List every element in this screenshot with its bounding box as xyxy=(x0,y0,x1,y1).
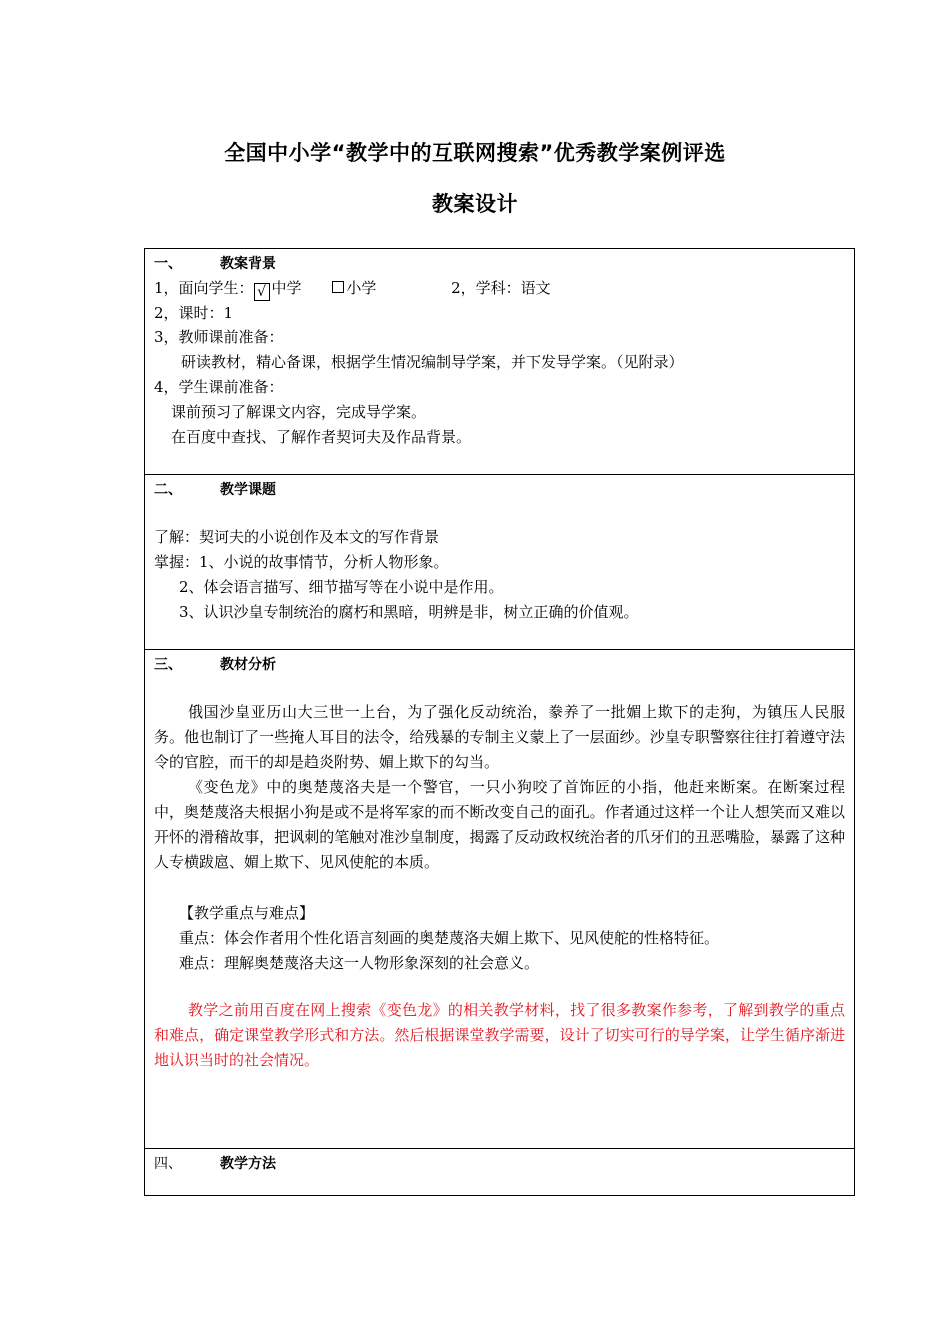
subject-label: 2，学科：语文 xyxy=(451,279,551,297)
section-3-heading xyxy=(154,655,845,675)
master-line-2: 2、体会语言描写、细节描写等在小说中是作用。 xyxy=(179,578,504,596)
section-4-heading xyxy=(154,1154,845,1174)
section-1-heading xyxy=(154,254,845,274)
section-1-number: 一、 xyxy=(154,256,182,272)
section-1-title: 教案背景 xyxy=(220,256,276,272)
hours-line: 2，课时：1 xyxy=(154,304,234,322)
key-point-line: 重点：体会作者用个性化语言刻画的奥楚蔑洛夫媚上欺下、见风使舵的性格特征。 xyxy=(179,929,720,947)
master-line-3: 3、认识沙皇专制统治的腐朽和黑暗，明辨是非，树立正确的价值观。 xyxy=(179,603,639,621)
master-line-1: 掌握：1、小说的故事情节，分析人物形象。 xyxy=(154,553,449,571)
section-2-number: 二、 xyxy=(154,482,182,498)
teacher-prep-label: 3，教师课前准备： xyxy=(154,328,284,346)
search-note-paragraph: 教学之前用百度在网上搜索《变色龙》的相关教学材料，找了很多教案作参考，了解到教学的重点和难点，确定课堂教学形式和方法。然后根据课堂教学需要，设计了切实可行的导学案，让学生循序渐进地认识当时的社会情况。 xyxy=(154,1001,845,1069)
student-prep-text-2: 在百度中查找、了解作者契诃夫及作品背景。 xyxy=(171,428,472,446)
section-background xyxy=(145,249,854,475)
section-2-title: 教学课题 xyxy=(220,482,276,498)
key-points-title: 【教学重点与难点】 xyxy=(179,904,315,922)
section-analysis xyxy=(145,650,854,1149)
audience-row xyxy=(154,278,845,301)
section-3-title: 教材分析 xyxy=(220,657,276,673)
lesson-plan-table xyxy=(144,248,855,1196)
student-prep-label: 4，学生课前准备： xyxy=(154,378,284,396)
section-topic xyxy=(145,475,854,650)
section-4-title: 教学方法 xyxy=(220,1156,276,1172)
teacher-prep-text: 研读教材，精心备课，根据学生情况编制导学案，并下发导学案。（见附录） xyxy=(181,353,684,371)
section-4-number: 四、 xyxy=(154,1156,182,1172)
page-subtitle: 教案设计 xyxy=(432,192,518,216)
section-methods xyxy=(145,1149,854,1195)
understand-line: 了解：契诃夫的小说创作及本文的写作背景 xyxy=(154,528,440,546)
section-3-number: 三、 xyxy=(154,657,182,673)
analysis-paragraph-2: 《变色龙》中的奥楚蔑洛夫是一个警官，一只小狗咬了首饰匠的小指，他赶来断案。在断案过程中，奥楚蔑洛夫根据小狗是或不是将军家的而不断改变自己的面孔。作者通过这样一个让人想笑而又难以开怀的滑稽故事，把讽刺的笔触对准沙皇制度，揭露了反动政权统治者的爪牙们的丑恶嘴脸，暴露了这种人专横跋扈、媚上欺下、见风使舵的本质。 xyxy=(154,778,845,871)
primary-school-checkbox[interactable] xyxy=(332,281,344,293)
analysis-paragraph-1: 俄国沙皇亚历山大三世一上台，为了强化反动统治，豢养了一批媚上欺下的走狗，为镇压人民服务。他也制订了一些掩人耳目的法令，给残暴的专制主义蒙上了一层面纱。沙皇专职警察往往打着遵守法令的官腔，而干的却是趋炎附势、媚上欺下的勾当。 xyxy=(154,703,845,771)
student-prep-text-1: 课前预习了解课文内容，完成导学案。 xyxy=(171,403,427,421)
primary-school-label: 小学 xyxy=(346,279,377,297)
difficult-point-line: 难点：理解奥楚蔑洛夫这一人物形象深刻的社会意义。 xyxy=(179,954,540,972)
section-2-heading xyxy=(154,480,845,500)
audience-label: 1，面向学生： xyxy=(154,279,254,297)
middle-school-label: 中学 xyxy=(271,279,302,297)
middle-school-checkbox[interactable]: √ xyxy=(254,283,270,301)
page-title: 全国中小学“教学中的互联网搜索”优秀教学案例评选 xyxy=(224,141,726,165)
